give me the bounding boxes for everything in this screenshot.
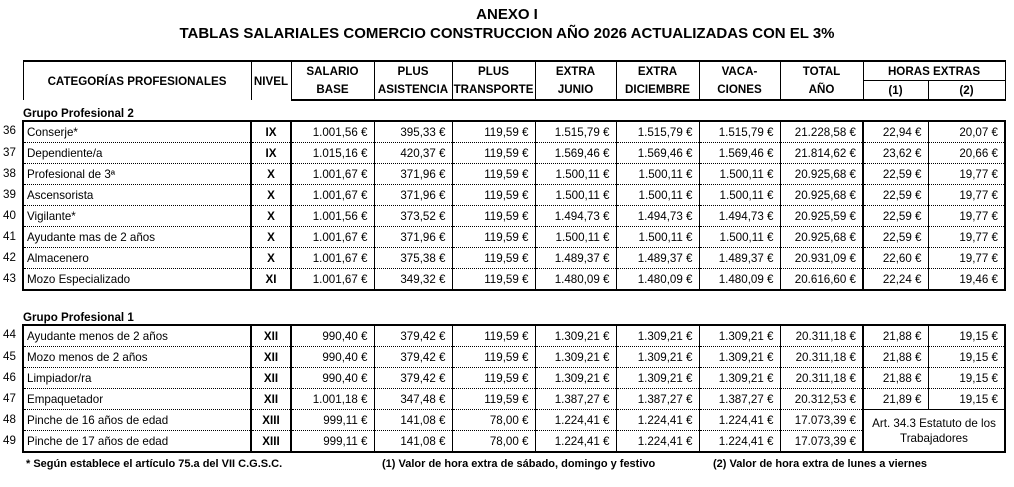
header-diciembre: DICIEMBRE <box>616 81 699 101</box>
row-number: 48 <box>3 412 16 426</box>
plus-transporte-cell: 78,00 € <box>452 431 535 453</box>
vacaciones-cell: 1.309,21 € <box>699 347 780 368</box>
plus-transporte-cell: 119,59 € <box>452 248 535 269</box>
horas-extra-2-cell: 19,77 € <box>928 185 1005 206</box>
horas-extra-2-cell: 20,66 € <box>928 143 1005 164</box>
header-extra-junio: EXTRA <box>535 61 616 81</box>
table-row <box>23 347 1005 368</box>
table-row <box>23 227 1005 248</box>
vacaciones-cell: 1.309,21 € <box>699 325 780 347</box>
nivel-cell: XII <box>251 347 291 368</box>
plus-transporte-cell: 78,00 € <box>452 410 535 431</box>
plus-asistencia-cell: 349,32 € <box>374 269 452 291</box>
horas-extra-2-cell: 20,07 € <box>928 121 1005 143</box>
horas-extra-2-cell: 19,77 € <box>928 248 1005 269</box>
header-ano: AÑO <box>780 81 863 101</box>
horas-extra-2-cell: 19,77 € <box>928 164 1005 185</box>
categoria-cell: Pinche de 16 años de edad <box>23 410 251 431</box>
horas-extra-2-cell: 19,15 € <box>928 368 1005 389</box>
table-row <box>23 164 1005 185</box>
vacaciones-cell: 1.500,11 € <box>699 164 780 185</box>
plus-asistencia-cell: 141,08 € <box>374 431 452 453</box>
row-number: 36 <box>3 124 16 137</box>
extra-diciembre-cell: 1.387,27 € <box>616 389 699 410</box>
salario-base-cell: 1.001,67 € <box>291 185 374 206</box>
extra-junio-cell: 1.224,41 € <box>535 410 616 431</box>
plus-asistencia-cell: 379,42 € <box>374 368 452 389</box>
row-number: 40 <box>3 208 16 222</box>
horas-extra-1-cell: 21,88 € <box>863 368 928 389</box>
extra-junio-cell: 1.489,37 € <box>535 248 616 269</box>
total-ano-cell: 21.228,58 € <box>780 121 863 143</box>
salario-base-cell: 1.001,67 € <box>291 248 374 269</box>
plus-transporte-cell: 119,59 € <box>452 185 535 206</box>
nivel-cell: XII <box>251 389 291 410</box>
extra-diciembre-cell: 1.494,73 € <box>616 206 699 227</box>
table-row <box>23 248 1005 269</box>
extra-diciembre-cell: 1.500,11 € <box>616 227 699 248</box>
plus-asistencia-cell: 379,42 € <box>374 325 452 347</box>
plus-transporte-cell: 119,59 € <box>452 368 535 389</box>
header-nivel: NIVEL <box>251 61 291 100</box>
salario-base-cell: 1.001,67 € <box>291 227 374 248</box>
header-total: TOTAL <box>780 61 863 81</box>
plus-transporte-cell: 119,59 € <box>452 269 535 291</box>
horas-extra-1-cell: 22,59 € <box>863 227 928 248</box>
salario-base-cell: 1.015,16 € <box>291 143 374 164</box>
table-row <box>23 410 1005 431</box>
categoria-cell: Vigilante* <box>23 206 251 227</box>
header-asistencia: ASISTENCIA <box>374 81 452 101</box>
header-salario: SALARIO <box>291 61 374 81</box>
header-plus-transporte: PLUS <box>452 61 535 81</box>
nivel-cell: X <box>251 248 291 269</box>
total-ano-cell: 17.073,39 € <box>780 431 863 453</box>
plus-transporte-cell: 119,59 € <box>452 347 535 368</box>
header-ciones: CIONES <box>699 81 780 101</box>
extra-junio-cell: 1.515,79 € <box>535 121 616 143</box>
row-number: 44 <box>3 328 16 341</box>
horas-extra-1-cell: 21,88 € <box>863 325 928 347</box>
extra-junio-cell: 1.494,73 € <box>535 206 616 227</box>
horas-extra-1-cell: 22,94 € <box>863 121 928 143</box>
categoria-cell: Almacenero <box>23 248 251 269</box>
plus-asistencia-cell: 371,96 € <box>374 164 452 185</box>
plus-asistencia-cell: 420,37 € <box>374 143 452 164</box>
header-plus-asistencia: PLUS <box>374 61 452 81</box>
footnote-1: * Según establece el artículo 75.a del VII C.G.S.C. <box>26 458 283 470</box>
extra-diciembre-cell: 1.489,37 € <box>616 248 699 269</box>
vacaciones-cell: 1.489,37 € <box>699 248 780 269</box>
total-ano-cell: 20.925,68 € <box>780 185 863 206</box>
salario-base-cell: 1.001,18 € <box>291 389 374 410</box>
extra-diciembre-cell: 1.309,21 € <box>616 368 699 389</box>
extra-junio-cell: 1.500,11 € <box>535 227 616 248</box>
header-he2: (2) <box>928 81 1005 101</box>
document-title: ANEXO I <box>476 6 538 23</box>
vacaciones-cell: 1.515,79 € <box>699 121 780 143</box>
extra-junio-cell: 1.309,21 € <box>535 368 616 389</box>
categoria-cell: Mozo Especializado <box>23 269 251 291</box>
categoria-cell: Empaquetador <box>23 389 251 410</box>
total-ano-cell: 21.814,62 € <box>780 143 863 164</box>
horas-extra-1-cell: 23,62 € <box>863 143 928 164</box>
total-ano-cell: 20.311,18 € <box>780 368 863 389</box>
nivel-cell: X <box>251 227 291 248</box>
row-number: 49 <box>3 433 16 447</box>
group-2-title: Grupo Profesional 2 <box>23 107 134 120</box>
table-row <box>23 389 1005 410</box>
group-2-title-row <box>23 100 1005 121</box>
total-ano-cell: 20.312,53 € <box>780 389 863 410</box>
salary-table <box>22 60 1006 453</box>
extra-diciembre-cell: 1.515,79 € <box>616 121 699 143</box>
row-number: 41 <box>3 229 16 243</box>
salario-base-cell: 1.001,67 € <box>291 269 374 291</box>
horas-extra-2-cell: 19,77 € <box>928 227 1005 248</box>
salario-base-cell: 990,40 € <box>291 325 374 347</box>
table-row <box>23 121 1005 143</box>
estatuto-note: Art. 34.3 Estatuto de los Trabajadores <box>863 410 1005 453</box>
nivel-cell: X <box>251 185 291 206</box>
horas-extra-1-cell: 21,88 € <box>863 347 928 368</box>
horas-extra-1-cell: 22,59 € <box>863 185 928 206</box>
extra-junio-cell: 1.309,21 € <box>535 325 616 347</box>
header-row-1 <box>23 61 1005 81</box>
plus-transporte-cell: 119,59 € <box>452 325 535 347</box>
nivel-cell: X <box>251 206 291 227</box>
table-row <box>23 206 1005 227</box>
vacaciones-cell: 1.224,41 € <box>699 431 780 453</box>
group-1-title-row <box>23 305 1005 325</box>
total-ano-cell: 20.931,09 € <box>780 248 863 269</box>
categoria-cell: Profesional de 3ª <box>23 164 251 185</box>
extra-diciembre-cell: 1.224,41 € <box>616 410 699 431</box>
table-row <box>23 368 1005 389</box>
row-number: 43 <box>3 271 16 285</box>
plus-asistencia-cell: 371,96 € <box>374 227 452 248</box>
extra-diciembre-cell: 1.224,41 € <box>616 431 699 453</box>
horas-extra-2-cell: 19,77 € <box>928 206 1005 227</box>
plus-asistencia-cell: 373,52 € <box>374 206 452 227</box>
categoria-cell: Ayudante mas de 2 años <box>23 227 251 248</box>
plus-asistencia-cell: 395,33 € <box>374 121 452 143</box>
horas-extra-1-cell: 22,24 € <box>863 269 928 291</box>
categoria-cell: Mozo menos de 2 años <box>23 347 251 368</box>
salario-base-cell: 1.001,56 € <box>291 121 374 143</box>
header-he1: (1) <box>863 81 928 101</box>
plus-transporte-cell: 119,59 € <box>452 121 535 143</box>
row-number: 39 <box>3 187 16 201</box>
total-ano-cell: 20.925,59 € <box>780 206 863 227</box>
plus-transporte-cell: 119,59 € <box>452 143 535 164</box>
nivel-cell: XIII <box>251 431 291 453</box>
extra-junio-cell: 1.224,41 € <box>535 431 616 453</box>
nivel-cell: XII <box>251 325 291 347</box>
nivel-cell: IX <box>251 143 291 164</box>
table-row <box>23 143 1005 164</box>
vacaciones-cell: 1.387,27 € <box>699 389 780 410</box>
salario-base-cell: 999,11 € <box>291 410 374 431</box>
table-row <box>23 269 1005 291</box>
group-2-body <box>23 121 1005 290</box>
row-number: 37 <box>3 145 16 159</box>
salario-base-cell: 1.001,56 € <box>291 206 374 227</box>
footnote-3: (2) Valor de hora extra de lunes a viernes <box>713 458 927 470</box>
header-extra-diciembre: EXTRA <box>616 61 699 81</box>
group-1-title: Grupo Profesional 1 <box>23 311 134 324</box>
total-ano-cell: 20.925,68 € <box>780 164 863 185</box>
salario-base-cell: 999,11 € <box>291 431 374 453</box>
extra-diciembre-cell: 1.309,21 € <box>616 325 699 347</box>
horas-extra-2-cell: 19,15 € <box>928 389 1005 410</box>
extra-junio-cell: 1.387,27 € <box>535 389 616 410</box>
header-vacaciones: VACA- <box>699 61 780 81</box>
row-number: 47 <box>3 391 16 405</box>
horas-extra-1-cell: 21,89 € <box>863 389 928 410</box>
header-base: BASE <box>291 81 374 101</box>
table-row <box>23 325 1005 347</box>
group-1-body <box>23 325 1005 452</box>
row-number: 42 <box>3 250 16 264</box>
extra-junio-cell: 1.480,09 € <box>535 269 616 291</box>
horas-extra-2-cell: 19,46 € <box>928 269 1005 291</box>
extra-diciembre-cell: 1.480,09 € <box>616 269 699 291</box>
document-subtitle: TABLAS SALARIALES COMERCIO CONSTRUCCION AÑO 2026 ACTUALIZADAS CON EL 3% <box>179 25 835 42</box>
extra-junio-cell: 1.500,11 € <box>535 164 616 185</box>
nivel-cell: XI <box>251 269 291 291</box>
categoria-cell: Pinche de 17 años de edad <box>23 431 251 453</box>
vacaciones-cell: 1.569,46 € <box>699 143 780 164</box>
plus-transporte-cell: 119,59 € <box>452 164 535 185</box>
plus-transporte-cell: 119,59 € <box>452 227 535 248</box>
categoria-cell: Ayudante menos de 2 años <box>23 325 251 347</box>
nivel-cell: X <box>251 164 291 185</box>
header-horas-extras: HORAS EXTRAS <box>863 61 1005 81</box>
horas-extra-1-cell: 22,59 € <box>863 206 928 227</box>
vacaciones-cell: 1.494,73 € <box>699 206 780 227</box>
vacaciones-cell: 1.224,41 € <box>699 410 780 431</box>
table-row <box>23 185 1005 206</box>
extra-diciembre-cell: 1.569,46 € <box>616 143 699 164</box>
header-transporte: TRANSPORTE <box>452 81 535 101</box>
total-ano-cell: 20.311,18 € <box>780 325 863 347</box>
plus-asistencia-cell: 141,08 € <box>374 410 452 431</box>
extra-junio-cell: 1.569,46 € <box>535 143 616 164</box>
table-row <box>23 431 1005 453</box>
extra-diciembre-cell: 1.309,21 € <box>616 347 699 368</box>
salario-base-cell: 1.001,67 € <box>291 164 374 185</box>
nivel-cell: XII <box>251 368 291 389</box>
categoria-cell: Ascensorista <box>23 185 251 206</box>
vacaciones-cell: 1.309,21 € <box>699 368 780 389</box>
categoria-cell: Conserje* <box>23 121 251 143</box>
plus-transporte-cell: 119,59 € <box>452 206 535 227</box>
horas-extra-1-cell: 22,60 € <box>863 248 928 269</box>
row-number: 38 <box>3 166 16 180</box>
plus-transporte-cell: 119,59 € <box>452 389 535 410</box>
horas-extra-2-cell: 19,15 € <box>928 325 1005 347</box>
salario-base-cell: 990,40 € <box>291 368 374 389</box>
nivel-cell: XIII <box>251 410 291 431</box>
extra-diciembre-cell: 1.500,11 € <box>616 185 699 206</box>
total-ano-cell: 20.311,18 € <box>780 347 863 368</box>
vacaciones-cell: 1.500,11 € <box>699 227 780 248</box>
total-ano-cell: 20.925,68 € <box>780 227 863 248</box>
footnote-2: (1) Valor de hora extra de sábado, domingo y festivo <box>382 458 656 470</box>
plus-asistencia-cell: 371,96 € <box>374 185 452 206</box>
categoria-cell: Dependiente/a <box>23 143 251 164</box>
nivel-cell: IX <box>251 121 291 143</box>
vacaciones-cell: 1.500,11 € <box>699 185 780 206</box>
extra-junio-cell: 1.500,11 € <box>535 185 616 206</box>
extra-diciembre-cell: 1.500,11 € <box>616 164 699 185</box>
plus-asistencia-cell: 375,38 € <box>374 248 452 269</box>
salario-base-cell: 990,40 € <box>291 347 374 368</box>
plus-asistencia-cell: 379,42 € <box>374 347 452 368</box>
header-categorias: CATEGORÍAS PROFESIONALES <box>23 61 251 100</box>
plus-asistencia-cell: 347,48 € <box>374 389 452 410</box>
vacaciones-cell: 1.480,09 € <box>699 269 780 291</box>
header-junio: JUNIO <box>535 81 616 101</box>
row-number: 45 <box>3 349 16 363</box>
extra-junio-cell: 1.309,21 € <box>535 347 616 368</box>
row-number: 46 <box>3 370 16 384</box>
total-ano-cell: 17.073,39 € <box>780 410 863 431</box>
total-ano-cell: 20.616,60 € <box>780 269 863 291</box>
categoria-cell: Limpiador/ra <box>23 368 251 389</box>
horas-extra-1-cell: 22,59 € <box>863 164 928 185</box>
horas-extra-2-cell: 19,15 € <box>928 347 1005 368</box>
